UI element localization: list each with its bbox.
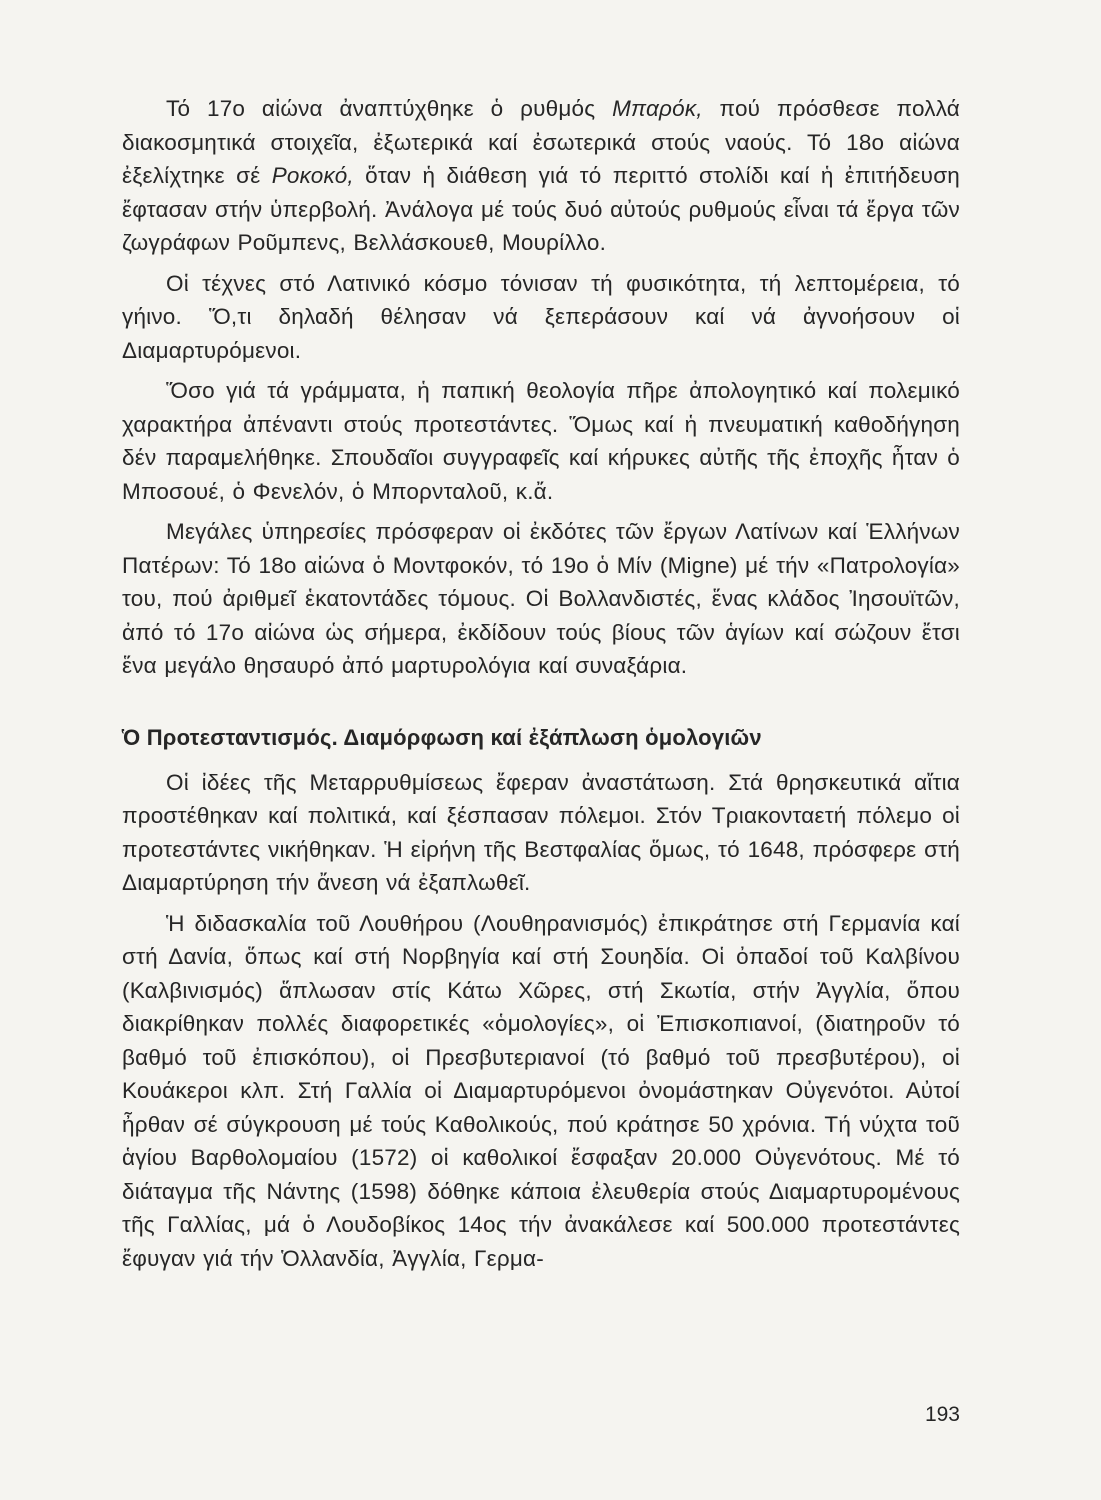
text-run: Μεγάλες ὑπηρεσίες πρόσφεραν οἱ ἐκδότες τῶν ἔργων Λατίνων καί Ἑλλήνων Πατέρων: Τό 18ο αἰώνα ὁ Μοντφοκόν, τό 19ο ὁ Μίν (Migne) μέ τήν «Πατρολογία» του, πού ἀριθμεῖ ἑκατοντάδες τόμους. Οἱ Βολλανδιστές, ἕνας κλάδος Ἰησουϊτῶν, ἀπό τό 17ο αἰώνα ὡς σήμερα, ἐκδίδουν τούς βίους τῶν ἁγίων καί σώζουν ἔτσι ἕνα μεγάλο θησαυρό ἀπό μαρτυρολόγια καί συναξάρια. [122, 519, 960, 678]
text-run: Οἱ ἰδέες τῆς Μεταρρυθμίσεως ἔφεραν ἀναστάτωση. Στά θρησκευτικά αἴτια προστέθηκαν καί πολιτικά, καί ξέσπασαν πόλεμοι. Στόν Τριακονταετή πόλεμο οἱ προτεστάντες νικήθηκαν. Ἡ εἰρήνη τῆς Βεστφαλίας ὅμως, τό 1648, πρόσφερε στή Διαμαρτύρηση τήν ἄνεση νά ἐξαπλωθεῖ. [122, 769, 960, 895]
top-paragraph-2 [122, 267, 960, 368]
book-page [122, 92, 960, 1282]
top-paragraph-1 [122, 92, 960, 260]
text-run: Ἡ διδασκαλία τοῦ Λουθήρου (Λουθηρανισμός) ἐπικράτησε στή Γερμανία καί στή Δανία, ὅπως καί στή Νορβηγία καί στή Σουηδία. Οἱ ὀπαδοί τοῦ Καλβίνου (Καλβινισμός) ἅπλωσαν στίς Κάτω Χῶρες, στή Σκωτία, στήν Ἀγγλία, ὅπου διακρίθηκαν πολλές διαφορετικές «ὁμολογίες», οἱ Ἐπισκοπιανοί, (διατηροῦν τό βαθμό τοῦ ἐπισκόπου), οἱ Πρεσβυτεριανοί (τό βαθμό τοῦ πρεσβυτέρου), οἱ Κουάκεροι κλπ. Στή Γαλλία οἱ Διαμαρτυρόμενοι ὀνομάστηκαν Οὐγενότοι. Αὐτοί ἦρθαν σέ σύγκρουση μέ τούς Καθολικούς, πού κράτησε 50 χρόνια. Τή νύχτα τοῦ ἁγίου Βαρθολομαίου (1572) οἱ καθολικοί ἔσφαξαν 20.000 Οὐγενότους. Μέ τό διάταγμα τῆς Νάντης (1598) δόθηκε κάποια ἐλευθερία στούς Διαμαρτυρομένους τῆς Γαλλίας, μά ὁ Λουδοβίκος 14ος τήν ἀνακάλεσε καί 500.000 προτεστάντες ἔφυγαν γιά τήν Ὁλλανδία, Ἀγγλία, Γερμα- [122, 910, 960, 1271]
protestantism-section [122, 766, 960, 1276]
art-and-letters-section [122, 92, 960, 683]
page-number: 193 [924, 1403, 960, 1426]
text-run: Οἱ τέχνες στό Λατινικό κόσμο τόνισαν τή φυσικότητα, τή λεπτομέρεια, τό γήινο. Ὅ,τι δηλαδή θέλησαν νά ξεπεράσουν καί νά ἀγνοήσουν οἱ Διαμαρτυρόμενοι. [122, 270, 960, 363]
italic-term: Ροκοκό, [271, 163, 354, 188]
text-run: Τό 17ο αἰώνα ἀναπτύχθηκε ὁ ρυθμός [166, 96, 613, 121]
section-heading: Ὁ Προτεσταντισμός. Διαμόρφωση καί ἐξάπλωση ὁμολογιῶν [122, 724, 762, 750]
text-run: ὅταν ἡ διάθεση γιά τό περιττό στολίδι καί ἡ ἐπιτήδευση ἔφτασαν στήν ὑπερβολή. Ἀνάλογα μέ τούς δυό αὐτούς ρυθμούς εἶναι τά ἔργα τῶν ζωγράφων Ροῦμπενς, Βελλάσκουεθ, Μουρίλλο. [122, 163, 960, 255]
bottom-paragraph-2 [122, 907, 960, 1276]
bottom-paragraph-1 [122, 766, 960, 900]
italic-term: Μπαρόκ, [612, 96, 703, 121]
top-paragraph-4 [122, 515, 960, 683]
text-run: Ὅσο γιά τά γράμματα, ἡ παπική θεολογία πῆρε ἀπολογητικό καί πολεμικό χαρακτήρα ἀπέναντι στούς προτεστάντες. Ὅμως καί ἡ πνευματική καθοδήγηση δέν παραμελήθηκε. Σπουδαῖοι συγγραφεῖς καί κήρυκες αὐτῆς τῆς ἐποχῆς ἦταν ὁ Μποσουέ, ὁ Φενελόν, ὁ Μπορνταλοῦ, κ.ἄ. [122, 378, 960, 504]
text-run: πού πρόσθεσε πολλά διακοσμητικά στοιχεῖα, ἐξωτερικά καί ἐσωτερικά στούς ναούς. Τό 18ο αἰώνα ἐξελίχτηκε σέ [122, 96, 961, 188]
top-paragraph-3 [122, 374, 960, 508]
